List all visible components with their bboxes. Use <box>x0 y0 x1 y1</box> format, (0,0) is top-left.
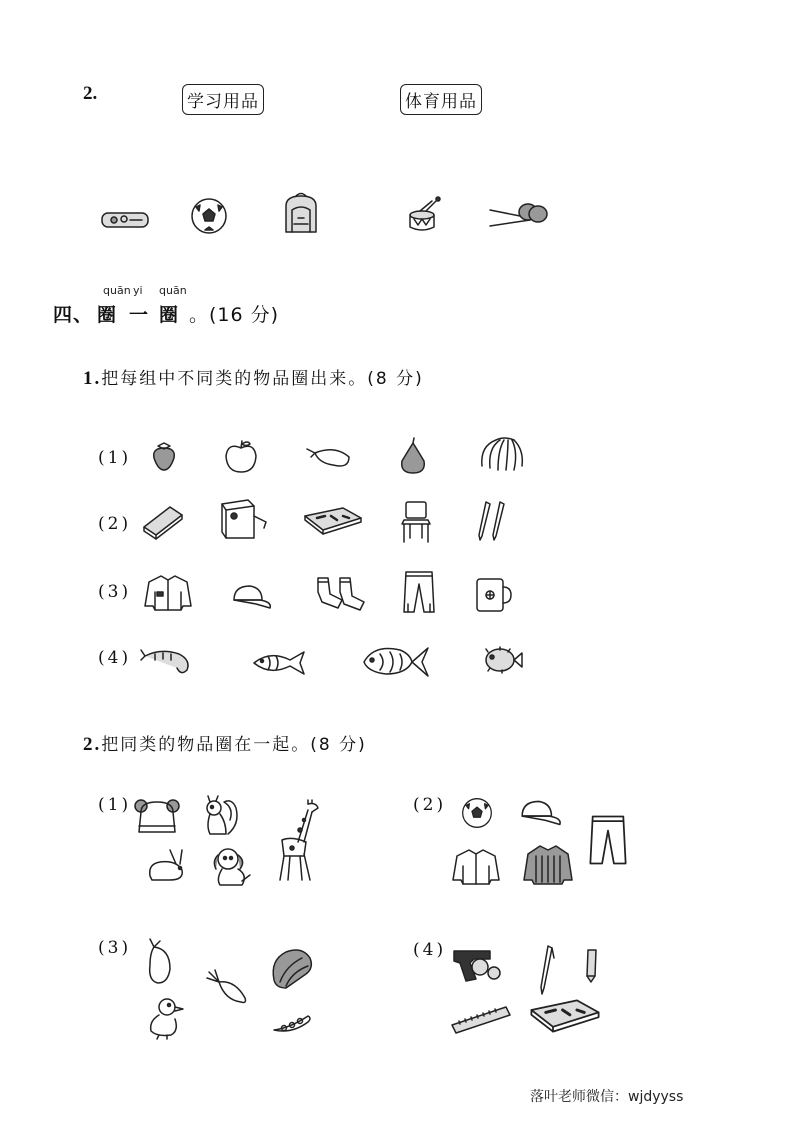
q2-group-label-3: (3) <box>98 938 132 958</box>
label-sports-supplies: 体育用品 <box>400 84 482 115</box>
part2-number: 2. <box>83 83 98 104</box>
socks-icon <box>312 574 366 614</box>
eggplant-icon <box>142 935 176 987</box>
pencil-sharpener-icon <box>218 496 270 542</box>
q1-title <box>83 364 424 390</box>
label-study-supplies: 学习用品 <box>182 84 264 115</box>
q2-group-label-2: (2) <box>413 795 447 815</box>
pinyin-yi: yi <box>133 284 143 297</box>
pencil-box-icon <box>303 506 363 536</box>
q2-title <box>83 730 367 756</box>
q2-text: 把同类的物品圈在一起。(8 分) <box>101 735 367 755</box>
section-char-quan-1: 圈 <box>97 304 118 326</box>
pens-icon <box>474 500 508 542</box>
pencil-icon <box>582 948 600 984</box>
trousers-icon <box>588 812 628 868</box>
section-char-yi: 一 <box>129 304 150 326</box>
q1-row-label-2: (2) <box>98 514 132 534</box>
eggplant-icon <box>305 443 353 471</box>
pinyin-quan-1: quān <box>103 284 131 297</box>
eraser-icon <box>140 503 186 539</box>
cap-icon <box>230 582 274 614</box>
mug-icon <box>473 575 513 615</box>
fish-icon <box>250 648 308 678</box>
q2-group-label-1: (1) <box>98 795 132 815</box>
pencil-box-icon <box>528 998 602 1034</box>
pear-icon <box>398 437 428 475</box>
goldfish-icon <box>360 640 430 680</box>
q2-group-label-4: (4) <box>413 940 447 960</box>
cabbage-icon <box>266 944 318 992</box>
section-score: 。(16 分) <box>189 304 280 326</box>
badminton-rackets-icon <box>486 200 550 236</box>
apple-icon <box>222 438 260 476</box>
footer-watermark: 落叶老师微信：wjdyyss <box>530 1089 684 1105</box>
pencil-case-icon <box>100 208 150 232</box>
section-char-quan-2: 圈 <box>159 304 180 326</box>
trousers-icon <box>402 570 436 614</box>
shrimp-icon <box>141 646 195 676</box>
ruler-icon <box>450 1003 512 1033</box>
q1-row-label-3: (3) <box>98 582 132 602</box>
q1-text: 把每组中不同类的物品圈出来。(8 分) <box>101 369 424 389</box>
drum-icon <box>404 195 442 235</box>
soccer-ball-icon <box>190 197 228 235</box>
backpack-icon <box>278 192 324 238</box>
cap-icon <box>518 797 564 831</box>
soccer-ball-icon <box>461 797 493 829</box>
q1-row-label-1: (1) <box>98 448 132 468</box>
section-prefix: 四、 <box>53 304 94 326</box>
chair-icon <box>398 500 434 544</box>
pinyin-quan-2: quān <box>159 284 187 297</box>
jacket-icon <box>450 846 502 888</box>
pufferfish-icon <box>480 645 524 675</box>
hat-icon <box>133 798 183 840</box>
bananas-icon <box>476 436 526 474</box>
q1-row-label-4: (4) <box>98 648 132 668</box>
section-title <box>53 300 279 327</box>
dog-icon <box>208 845 254 887</box>
pen-icon <box>536 944 556 996</box>
strawberry-icon <box>150 440 178 472</box>
rabbit-icon <box>140 848 190 884</box>
toy-gun-icon <box>450 945 502 985</box>
pea-pod-icon <box>270 1010 314 1036</box>
jacket-icon <box>143 572 193 614</box>
duckling-icon <box>145 995 185 1039</box>
giraffe-icon <box>272 798 322 884</box>
radish-icon <box>205 968 251 1008</box>
q1-number: 1. <box>83 368 102 389</box>
q2-number: 2. <box>83 734 102 755</box>
sweater-icon <box>522 842 574 886</box>
squirrel-icon <box>200 794 242 838</box>
